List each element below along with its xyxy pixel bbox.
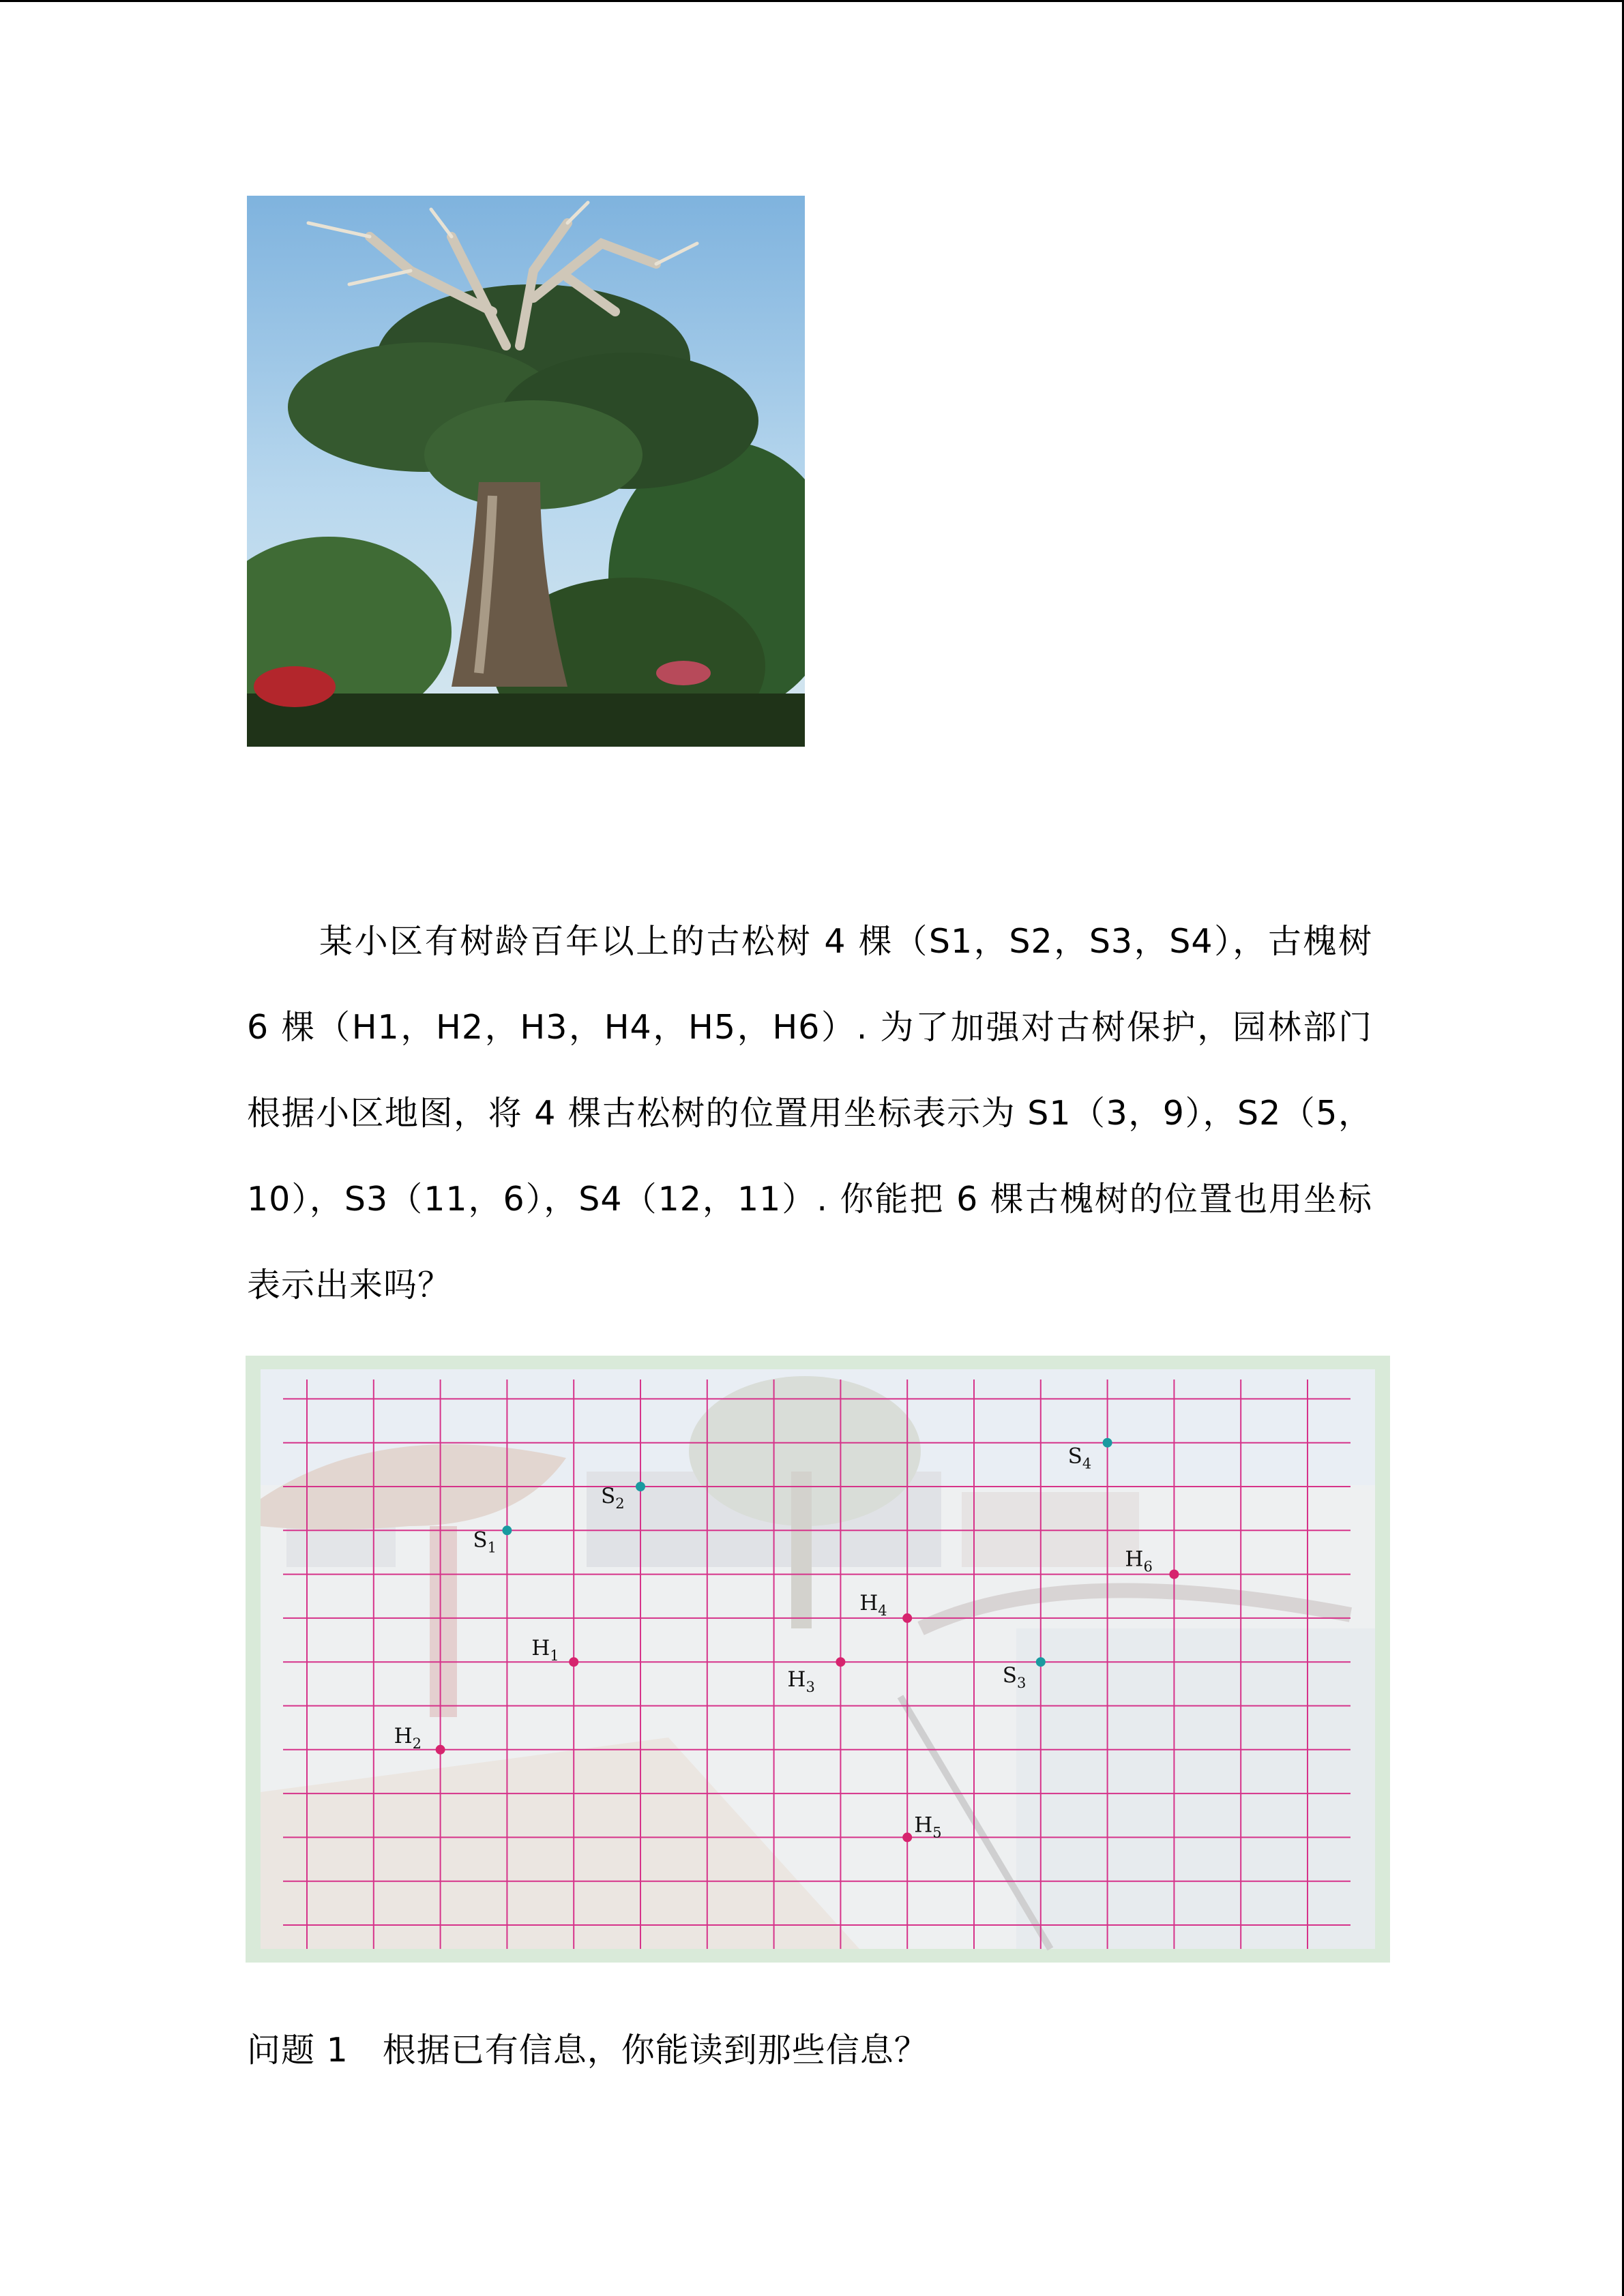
tree-point-dot — [902, 1613, 912, 1623]
tree-point-label: $S_2$ — [601, 1484, 625, 1512]
ancient-pine-photo — [247, 196, 805, 747]
tree-point-dot — [436, 1745, 445, 1755]
tree-point-dot — [902, 1832, 912, 1842]
tree-point-dot — [1169, 1570, 1179, 1579]
tree-point-label: $H_3$ — [787, 1667, 815, 1696]
tree-point-dot — [836, 1657, 845, 1667]
grid-map-svg — [246, 1356, 1390, 1963]
problem-text: 某小区有树龄百年以上的古松树 4 棵（S1，S2，S3，S4），古槐树 6 棵（H1，H2，H3，H4，H5，H6）. 为了加强对古树保护，园林部门根据小区地图，将 4 棵古松树的位置用坐标表示为 S1（3，9），S2（5，10），S3（11，6），S4（12，11）. 你能把 6 棵古槐树的位置也用坐标表示出来吗？ — [247, 922, 1372, 1304]
tree-point-label: $S_4$ — [1067, 1444, 1092, 1472]
tree-point-label: $H_6$ — [1125, 1547, 1153, 1575]
faded-background-photo — [261, 1369, 1375, 1949]
tree-point-label: $H_5$ — [914, 1813, 942, 1841]
tree-point-dot — [569, 1657, 578, 1667]
tree-point-label: $H_2$ — [394, 1723, 422, 1752]
tree-point-label: $S_1$ — [473, 1527, 497, 1556]
tree-point-label: $H_1$ — [531, 1636, 559, 1665]
question-1: 问题 1 根据已有信息，你能读到那些信息？ — [247, 2031, 928, 2070]
tree-point-dot — [502, 1525, 512, 1535]
tree-point-dot — [1036, 1657, 1046, 1667]
tree-point-dot — [1103, 1438, 1112, 1448]
page-top-border — [0, 0, 1624, 2]
tree-point-label: $H_4$ — [859, 1590, 887, 1619]
tree-point-label: $S_3$ — [1002, 1663, 1027, 1692]
tree-point-dot — [636, 1482, 645, 1491]
tree-location-grid-map — [246, 1356, 1390, 1963]
problem-statement — [247, 899, 1372, 1328]
